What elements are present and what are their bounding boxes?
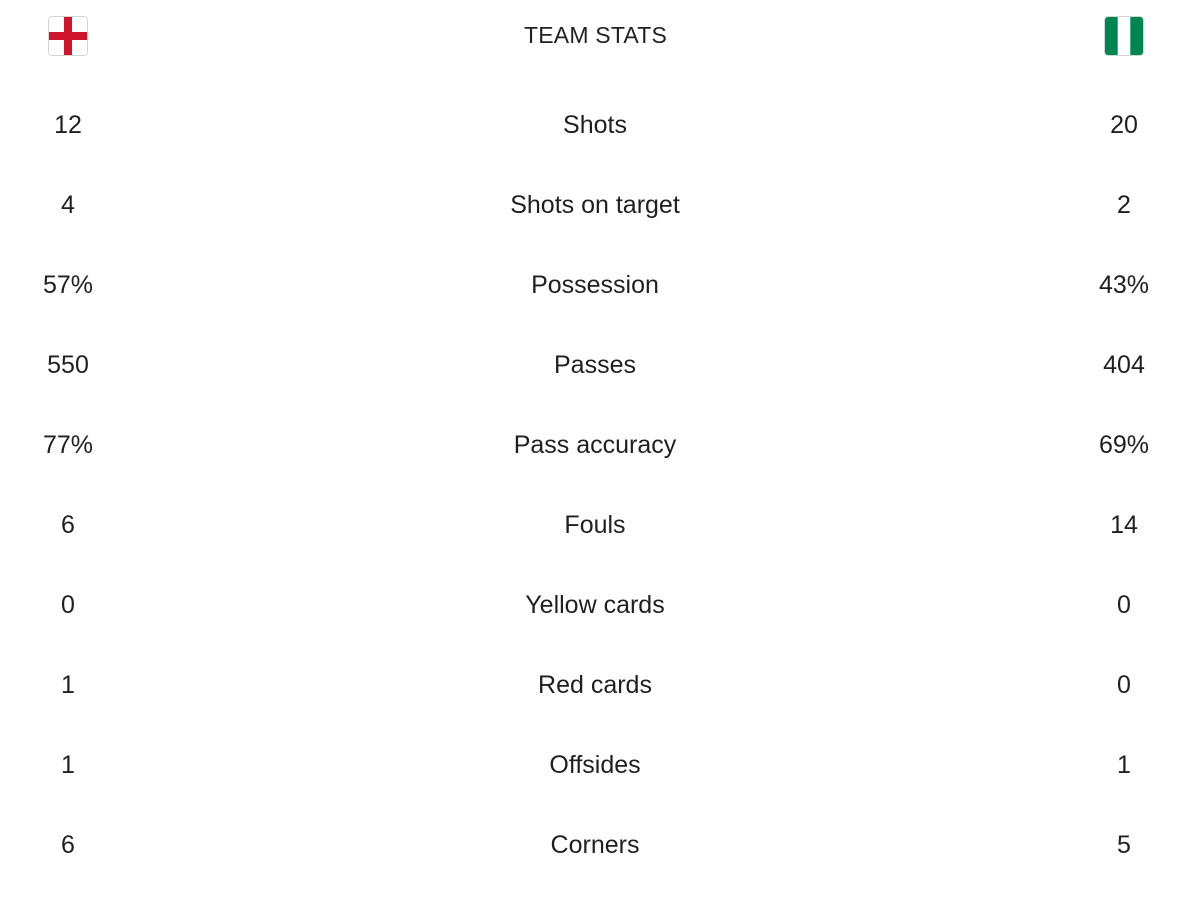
stat-label: Possession xyxy=(531,271,659,299)
stat-label: Corners xyxy=(550,831,640,859)
stat-row-corners xyxy=(0,805,1191,885)
stat-label: Shots xyxy=(563,111,627,139)
page-title: TEAM STATS xyxy=(524,22,667,48)
away-value: 20 xyxy=(1110,111,1138,139)
nigeria-flag-icon xyxy=(1104,16,1144,56)
stat-label: Yellow cards xyxy=(525,591,665,619)
stat-row-fouls xyxy=(0,485,1191,565)
stat-row-shots-on-target xyxy=(0,165,1191,245)
home-value: 550 xyxy=(47,351,89,379)
away-value: 1 xyxy=(1117,751,1131,779)
stat-label: Red cards xyxy=(538,671,652,699)
away-value: 14 xyxy=(1110,511,1138,539)
away-value: 5 xyxy=(1117,831,1131,859)
stat-label: Shots on target xyxy=(510,191,680,219)
away-value: 69% xyxy=(1098,431,1150,459)
stat-row-possession xyxy=(0,245,1191,325)
home-value: 12 xyxy=(54,111,82,139)
away-value: 2 xyxy=(1117,191,1131,219)
away-value: 0 xyxy=(1117,591,1131,619)
stat-label: Passes xyxy=(554,351,636,379)
home-value: 6 xyxy=(61,511,75,539)
stat-row-offsides xyxy=(0,725,1191,805)
home-value: 6 xyxy=(61,831,75,859)
home-value: 77% xyxy=(42,431,94,459)
home-value: 1 xyxy=(61,751,75,779)
home-value: 1 xyxy=(61,671,75,699)
away-value: 0 xyxy=(1117,671,1131,699)
away-value: 404 xyxy=(1103,351,1145,379)
stat-row-yellow-cards xyxy=(0,565,1191,645)
stat-row-passes xyxy=(0,325,1191,405)
home-value: 57% xyxy=(42,271,94,299)
stat-row-shots xyxy=(0,85,1191,165)
stats-table xyxy=(0,85,1191,885)
stat-label: Offsides xyxy=(549,751,641,779)
home-value: 4 xyxy=(61,191,75,219)
stat-row-red-cards xyxy=(0,645,1191,725)
stats-header xyxy=(0,0,1191,75)
home-value: 0 xyxy=(61,591,75,619)
stat-row-pass-accuracy xyxy=(0,405,1191,485)
away-value: 43% xyxy=(1098,271,1150,299)
stat-label: Pass accuracy xyxy=(513,431,677,459)
stat-label: Fouls xyxy=(564,511,626,539)
